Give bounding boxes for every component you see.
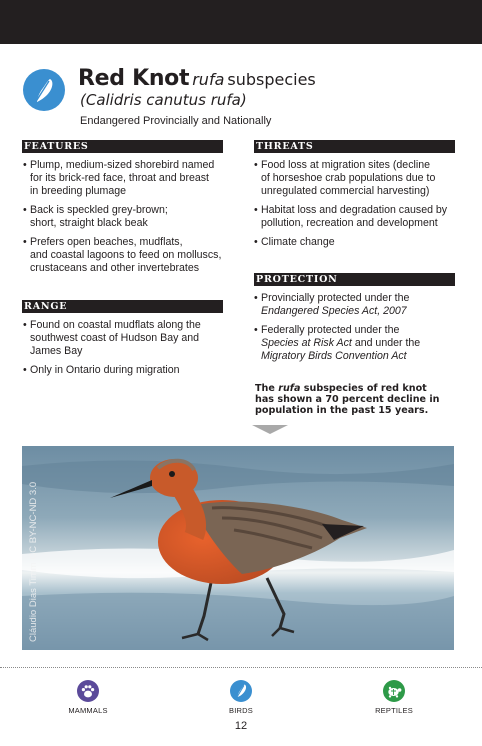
nav-reptiles[interactable]: [349, 680, 439, 715]
conservation-status: Endangered Provincially and Nationally: [80, 115, 272, 127]
features-heading: FEATURES: [22, 140, 223, 153]
list-item: • Plump, medium-sized shorebird named for its brick-red face, throat and breast in breeding plumage: [23, 159, 238, 198]
list-item: • Prefers open beaches, mudflats, and coastal lagoons to feed on molluscs, crustaceans and other invertebrates: [23, 236, 238, 275]
subspecies-word: subspecies: [227, 70, 316, 89]
feather-icon: [230, 680, 252, 702]
decline-callout: The rufa subspecies of red knot has shown a 70 percent decline in population in the past 15 years.: [255, 383, 440, 416]
nav-birds[interactable]: [196, 680, 286, 715]
nav-label: MAMMALS: [68, 706, 108, 715]
threats-list: [254, 159, 474, 255]
scientific-name: (Calidris canutus rufa): [80, 91, 247, 109]
red-knot-photo: [22, 446, 454, 650]
nav-mammals[interactable]: [43, 680, 133, 715]
protection-heading: PROTECTION: [254, 273, 455, 286]
bird-feather-icon: [23, 69, 65, 111]
list-item: • Only in Ontario during migration: [23, 364, 238, 377]
threats-heading: THREATS: [254, 140, 455, 153]
range-heading: RANGE: [22, 300, 223, 313]
list-item: • Climate change: [254, 236, 474, 249]
list-item: • Federally protected under the Species at Risk Act and under the Migratory Birds Convention Act: [254, 324, 474, 363]
paw-icon: [77, 680, 99, 702]
list-item: • Back is speckled grey-brown; short, straight black beak: [23, 204, 238, 230]
list-item: • Habitat loss and degradation caused by pollution, recreation and development: [254, 204, 474, 230]
list-item: • Found on coastal mudflats along the southwest coast of Hudson Bay and James Bay: [23, 319, 238, 358]
page-title: [78, 66, 468, 94]
top-bar: [0, 0, 482, 44]
nav-label: BIRDS: [229, 706, 253, 715]
down-arrow-icon: [252, 425, 288, 434]
protection-list: [254, 292, 474, 369]
nav-label: REPTILES: [375, 706, 413, 715]
turtle-icon: [383, 680, 405, 702]
species-name: Red Knot: [78, 66, 190, 91]
photo-credit: Cláudio Dias Timm CC BY-NC-ND 3.0: [28, 481, 39, 642]
list-item: • Provincially protected under the Endangered Species Act, 2007: [254, 292, 474, 318]
footer-divider: [0, 667, 482, 668]
subspecies-italic: rufa: [192, 70, 225, 89]
page-number: 12: [234, 720, 248, 732]
range-list: [23, 319, 238, 383]
list-item: • Food loss at migration sites (decline of horseshoe crab populations due to unregulated commercial harvesting): [254, 159, 474, 198]
features-list: [23, 159, 238, 281]
